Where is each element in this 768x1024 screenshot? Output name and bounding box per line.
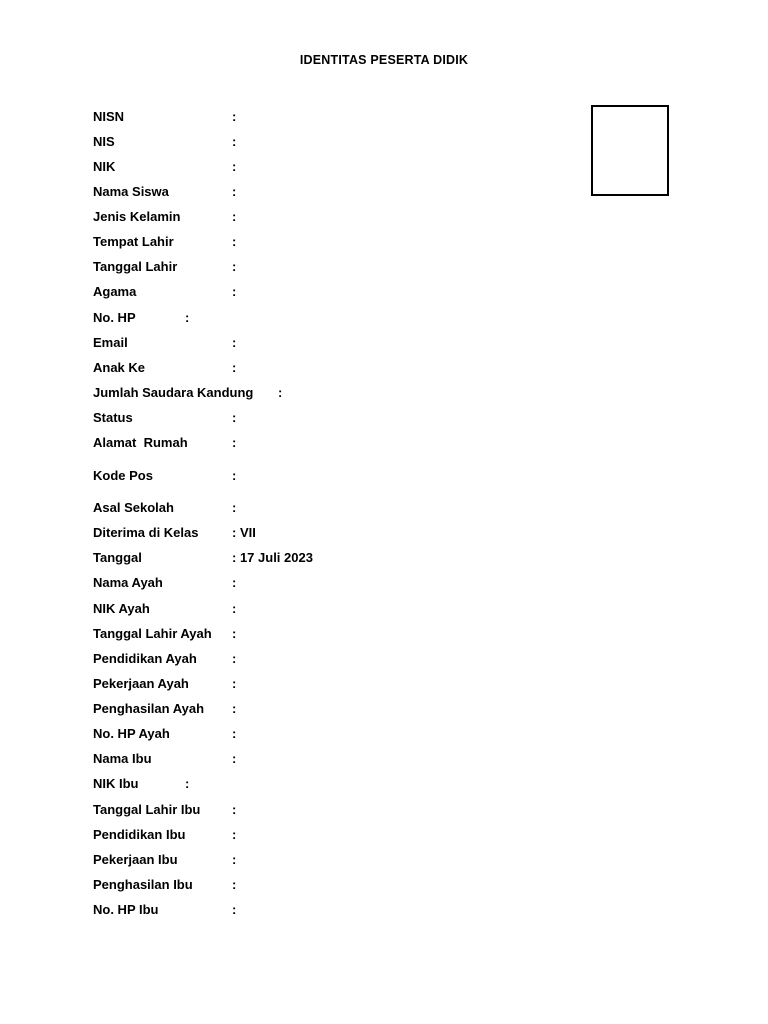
- field-value: :: [232, 726, 237, 741]
- field-label: No. HP Ibu: [93, 902, 159, 917]
- field-value: :: [232, 626, 237, 641]
- field-value: :: [232, 601, 237, 616]
- field-label: Asal Sekolah: [93, 500, 174, 515]
- field-label: No. HP: [93, 310, 136, 325]
- field-value: :: [232, 802, 237, 817]
- field-label: Tanggal Lahir Ayah: [93, 626, 212, 641]
- field-label: Tanggal Lahir Ibu: [93, 802, 201, 817]
- field-label: Penghasilan Ibu: [93, 877, 193, 892]
- field-label: NIS: [93, 134, 115, 149]
- field-label: Alamat Rumah: [93, 435, 188, 450]
- field-label: Tanggal Lahir: [93, 259, 178, 274]
- page-title: IDENTITAS PESERTA DIDIK: [299, 53, 469, 67]
- field-value: :: [232, 410, 237, 425]
- field-value: :: [232, 184, 237, 199]
- photo-box: [591, 105, 669, 196]
- field-value: : 17 Juli 2023: [232, 550, 313, 565]
- field-label: NISN: [93, 109, 125, 124]
- field-label: Jumlah Saudara Kandung: [93, 385, 254, 400]
- field-value: :: [232, 134, 237, 149]
- field-label: Kode Pos: [93, 468, 153, 483]
- field-value: :: [232, 109, 237, 124]
- field-value: :: [232, 335, 237, 350]
- field-value: :: [232, 701, 237, 716]
- field-label: NIK Ayah: [93, 601, 150, 616]
- field-value: :: [232, 651, 237, 666]
- field-label: Tempat Lahir: [93, 234, 174, 249]
- field-label: Pendidikan Ibu: [93, 827, 186, 842]
- field-value: :: [232, 435, 237, 450]
- field-label: Email: [93, 335, 128, 350]
- field-value: :: [278, 385, 283, 400]
- field-label: NIK: [93, 159, 116, 174]
- field-value: :: [232, 751, 237, 766]
- field-value: :: [232, 209, 237, 224]
- field-label: Pekerjaan Ayah: [93, 676, 189, 691]
- field-label: Nama Ayah: [93, 575, 163, 590]
- field-value: :: [232, 468, 237, 483]
- field-value: :: [232, 284, 237, 299]
- field-label: Pendidikan Ayah: [93, 651, 197, 666]
- field-value: :: [232, 360, 237, 375]
- field-value: :: [232, 500, 237, 515]
- field-value: :: [232, 575, 237, 590]
- field-label: Jenis Kelamin: [93, 209, 181, 224]
- field-value: :: [232, 676, 237, 691]
- field-label: Penghasilan Ayah: [93, 701, 205, 716]
- field-value: :: [185, 310, 190, 325]
- field-label: Diterima di Kelas: [93, 525, 199, 540]
- field-label: Agama: [93, 284, 137, 299]
- field-label: NIK Ibu: [93, 776, 139, 791]
- field-value: : VII: [232, 525, 256, 540]
- field-value: :: [232, 827, 237, 842]
- field-label: Status: [93, 410, 133, 425]
- field-value: :: [232, 259, 237, 274]
- field-value: :: [232, 902, 237, 917]
- field-value: :: [232, 159, 237, 174]
- field-value: :: [185, 776, 190, 791]
- field-value: :: [232, 852, 237, 867]
- field-label: Anak Ke: [93, 360, 146, 375]
- field-label: Nama Ibu: [93, 751, 152, 766]
- field-value: :: [232, 234, 237, 249]
- field-label: Tanggal: [93, 550, 142, 565]
- field-label: Nama Siswa: [93, 184, 169, 199]
- field-label: No. HP Ayah: [93, 726, 170, 741]
- field-value: :: [232, 877, 237, 892]
- field-label: Pekerjaan Ibu: [93, 852, 178, 867]
